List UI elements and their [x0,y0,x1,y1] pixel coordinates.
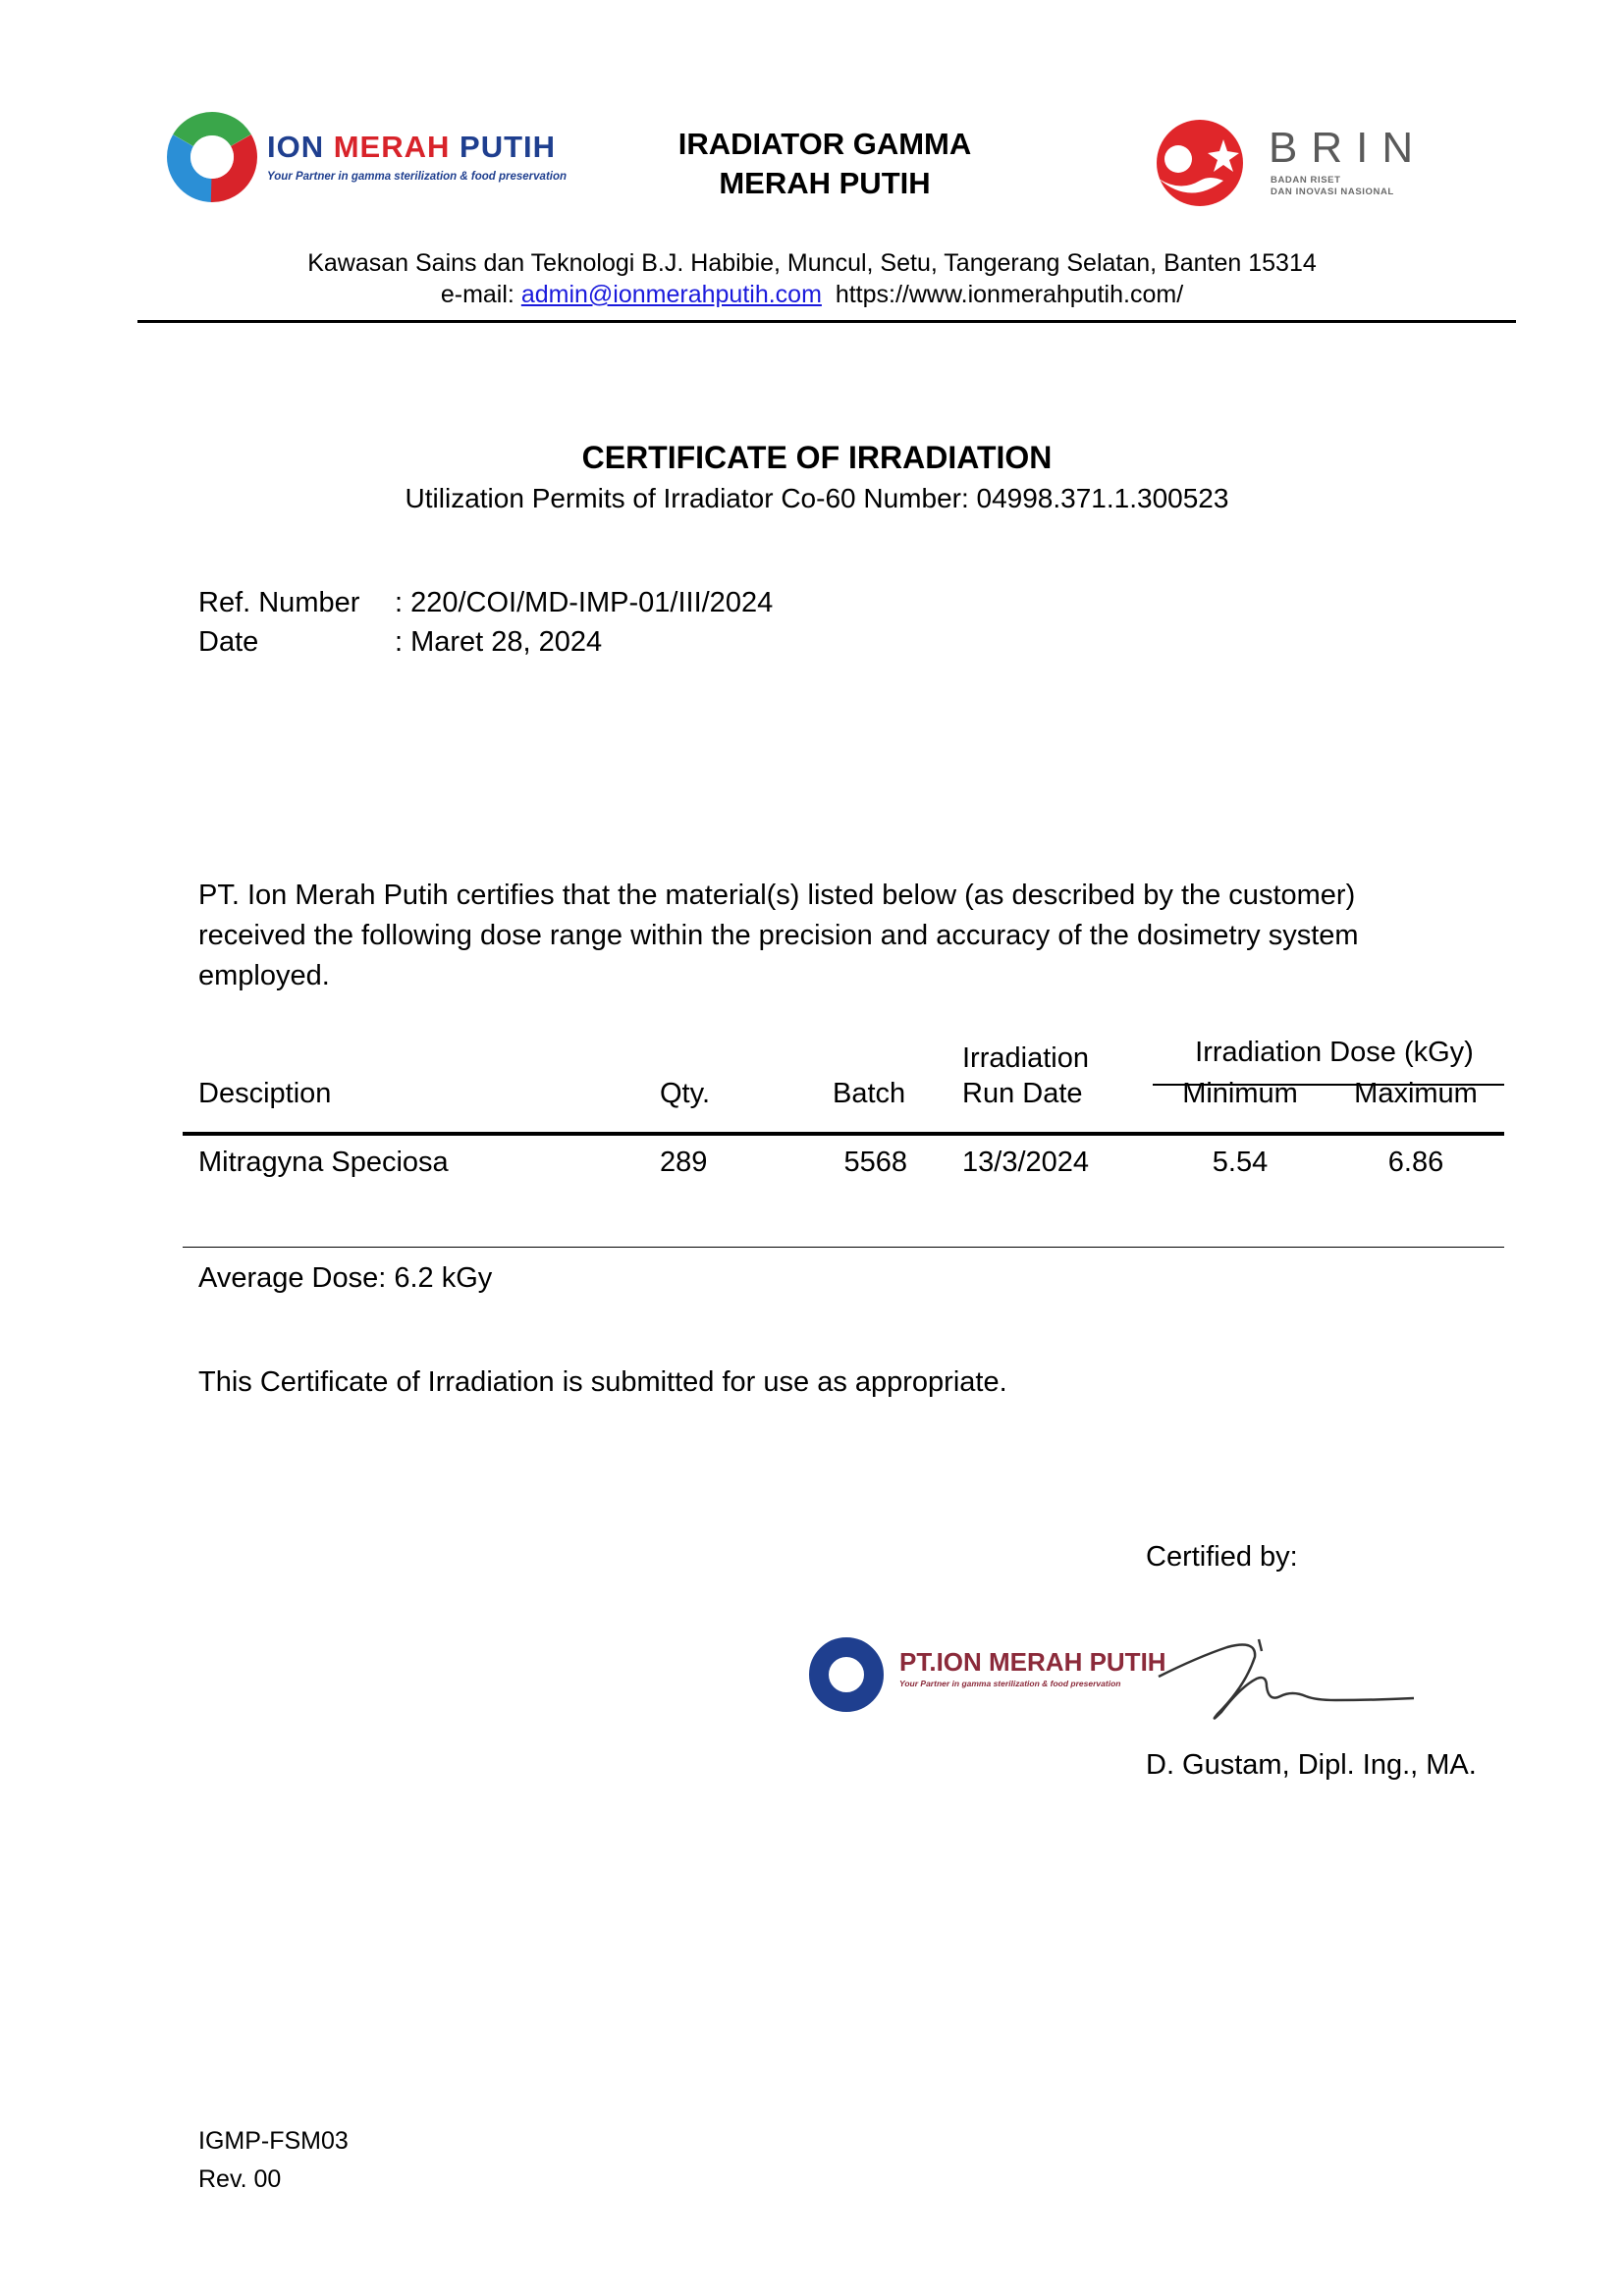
revision: Rev. 00 [198,2165,282,2193]
signer-name: D. Gustam, Dipl. Ing., MA. [1146,1749,1477,1781]
header-dose-group: Irradiation Dose (kGy) [1195,1037,1474,1068]
ref-number-label: Ref. Number [198,587,360,618]
table-header-rule [183,1132,1504,1136]
cell-batch: 5568 [843,1147,907,1178]
brin-logo [1151,116,1426,214]
certificate-title: CERTIFICATE OF IRRADIATION [581,440,1053,475]
cell-maximum: 6.86 [1387,1147,1444,1178]
email-link[interactable]: admin@ionmerahputih.com [520,281,822,308]
ref-number-value: : 220/COI/MD-IMP-01/III/2024 [395,587,774,618]
average-dose: Average Dose: 6.2 kGy [198,1262,493,1294]
cell-description: Mitragyna Speciosa [198,1147,449,1178]
logo-tagline: Your Partner in gamma sterilization & food preservation [267,171,568,183]
form-code: IGMP-FSM03 [198,2127,349,2155]
reference-block [198,583,773,662]
header-maximum: Maximum [1354,1078,1478,1109]
address-line: Kawasan Sains dan Teknologi B.J. Habibie, Muncul, Setu, Tangerang Selatan, Banten 15314 [307,249,1317,277]
cell-minimum: 5.54 [1212,1147,1269,1178]
ring-logo-icon [165,110,259,204]
footer-form-info [198,2122,349,2199]
brin-emblem-icon [1151,116,1257,210]
stamp-company-name: PT.ION MERAH PUTIH [899,1647,1166,1677]
header-minimum: Minimum [1182,1078,1298,1109]
date-label: Date [198,626,259,658]
ion-merah-putih-logo [165,110,587,212]
certificate-subtitle: Utilization Permits of Irradiator Co-60 Number: 04998.371.1.300523 [405,483,1229,513]
header-description: Desciption [198,1078,332,1109]
cell-run-date: 13/3/2024 [962,1147,1090,1178]
table-bottom-rule [183,1247,1504,1248]
address-block [0,247,1624,310]
brin-wordmark: BRIN [1269,124,1428,172]
company-stamp [805,1618,1434,1726]
certified-by-label: Certified by: [1146,1541,1298,1573]
website-text: https://www.ionmerahputih.com/ [835,281,1184,308]
date-value: : Maret 28, 2024 [395,626,603,658]
stamp-tagline: Your Partner in gamma sterilization & food preservation [899,1679,1121,1688]
header-run-date-line2: Run Date [962,1078,1083,1109]
submission-note: This Certificate of Irradiation is submitted for use as appropriate. [198,1366,1007,1398]
header-batch: Batch [833,1078,906,1109]
cell-qty: 289 [660,1147,708,1178]
header-run-date-line1: Irradiation [962,1042,1089,1074]
header-qty: Qty. [660,1078,711,1109]
logo-wordmark: ION MERAH PUTIH [267,130,557,164]
header-divider [137,320,1516,323]
certification-statement: PT. Ion Merah Putih certifies that the material(s) listed below (as described by the customer) received the following dose range within the precision and accuracy of the dosimetry system employed. [198,880,1359,991]
header-title: IRADIATOR GAMMA MERAH PUTIH [677,127,972,200]
contact-line: e-mail: admin@ionmerahputih.com https://www.ionmerahputih.com/ [440,281,1184,308]
brin-subtitle: BADAN RISET DAN INOVASI NASIONAL [1271,175,1394,197]
